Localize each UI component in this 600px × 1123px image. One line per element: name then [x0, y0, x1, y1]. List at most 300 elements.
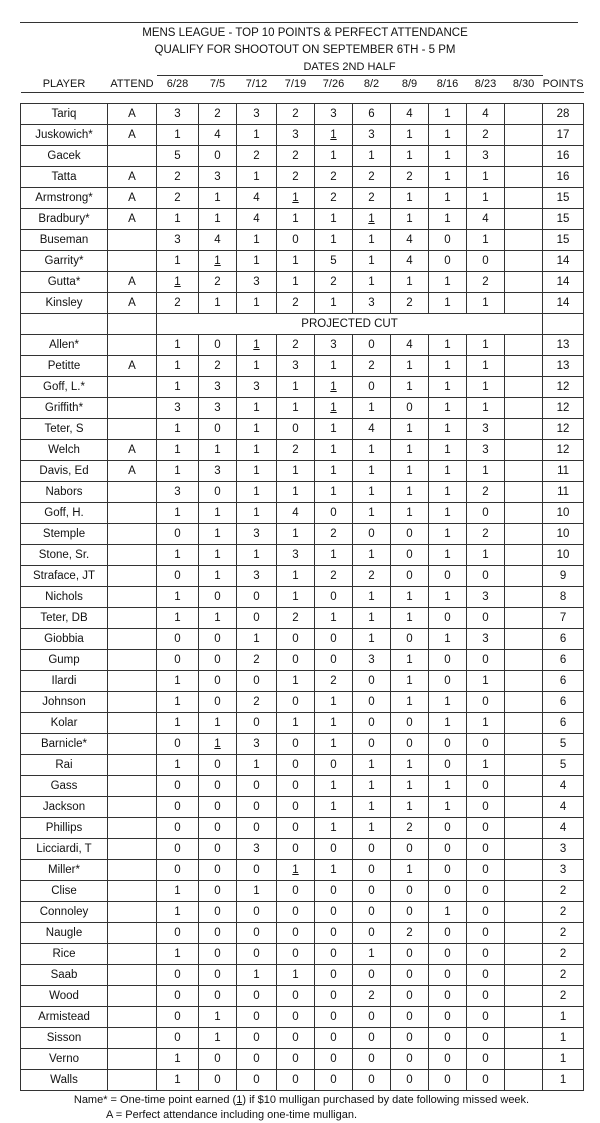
- points-total: 2: [543, 965, 584, 986]
- attendance-mark: [108, 251, 157, 272]
- attendance-mark: A: [108, 356, 157, 377]
- score-cell: 0: [429, 818, 467, 839]
- footer-suffix: ) if $10 mulligan purchased by date following missed week.: [242, 1094, 530, 1106]
- score-cell: 0: [315, 839, 353, 860]
- score-cell: [505, 587, 543, 608]
- score-cell: 3: [157, 398, 199, 419]
- attendance-mark: [108, 944, 157, 965]
- score-cell: 1: [277, 566, 315, 587]
- score-cell: 1: [315, 356, 353, 377]
- player-name: Naugle: [21, 923, 108, 944]
- score-cell: 1: [315, 545, 353, 566]
- score-cell: [505, 251, 543, 272]
- score-cell: 0: [467, 965, 505, 986]
- footer-notes: [20, 1091, 583, 1123]
- score-cell: 0: [353, 524, 391, 545]
- score-cell: 0: [467, 608, 505, 629]
- score-cell: 0: [315, 1007, 353, 1028]
- score-cell: 0: [391, 1028, 429, 1049]
- attendance-mark: [108, 1007, 157, 1028]
- score-cell: [505, 881, 543, 902]
- table-row: [21, 1070, 584, 1091]
- attend-header: ATTEND: [110, 77, 154, 90]
- score-cell: 0: [315, 923, 353, 944]
- score-cell: 1: [429, 503, 467, 524]
- table-row: [21, 965, 584, 986]
- score-cell: 1: [429, 335, 467, 356]
- score-cell: [505, 104, 543, 125]
- score-cell: 0: [429, 1028, 467, 1049]
- score-cell: [505, 356, 543, 377]
- score-cell: 0: [277, 1007, 315, 1028]
- points-total: 15: [543, 230, 584, 251]
- score-cell: 3: [237, 272, 277, 293]
- attendance-mark: [108, 1028, 157, 1049]
- score-cell: 1: [199, 545, 237, 566]
- score-cell: 0: [199, 839, 237, 860]
- score-cell: 3: [353, 650, 391, 671]
- score-cell: 1: [391, 503, 429, 524]
- player-name: Jackson: [21, 797, 108, 818]
- score-cell: 1: [353, 776, 391, 797]
- title-line-2: QUALIFY FOR SHOOTOUT ON SEPTEMBER 6TH - 5 PM: [154, 44, 456, 56]
- score-cell: 1: [353, 272, 391, 293]
- table-row: [21, 524, 584, 545]
- score-cell: [199, 251, 237, 272]
- score-cell: 0: [429, 1070, 467, 1091]
- score-cell: [505, 629, 543, 650]
- score-cell: 0: [315, 503, 353, 524]
- score-cell: 2: [315, 671, 353, 692]
- player-header: PLAYER: [42, 77, 86, 90]
- attendance-mark: [108, 755, 157, 776]
- score-cell: 1: [277, 377, 315, 398]
- score-cell: 1: [315, 209, 353, 230]
- score-cell: 0: [237, 818, 277, 839]
- score-cell: 0: [199, 1070, 237, 1091]
- mulligan-score: 1: [292, 192, 299, 204]
- score-cell: 0: [429, 755, 467, 776]
- score-cell: 0: [429, 881, 467, 902]
- score-cell: 0: [157, 524, 199, 545]
- score-cell: 0: [199, 587, 237, 608]
- score-cell: 0: [353, 377, 391, 398]
- score-cell: 0: [237, 1007, 277, 1028]
- score-cell: 0: [429, 944, 467, 965]
- score-cell: 4: [391, 335, 429, 356]
- score-cell: 3: [199, 167, 237, 188]
- attendance-mark: [108, 986, 157, 1007]
- score-cell: 2: [315, 566, 353, 587]
- date-header: 7/12: [245, 78, 268, 90]
- score-cell: 0: [429, 251, 467, 272]
- points-total: 9: [543, 566, 584, 587]
- score-cell: 5: [315, 251, 353, 272]
- table-row: [21, 839, 584, 860]
- blank-cell: [21, 59, 108, 76]
- score-cell: 0: [237, 923, 277, 944]
- player-name: Stone, Sr.: [21, 545, 108, 566]
- score-cell: 0: [199, 146, 237, 167]
- table-row: [21, 146, 584, 167]
- score-cell: 1: [157, 125, 199, 146]
- score-cell: 1: [391, 797, 429, 818]
- attendance-mark: [108, 230, 157, 251]
- score-cell: 1: [157, 251, 199, 272]
- score-cell: 2: [199, 356, 237, 377]
- score-cell: 1: [391, 755, 429, 776]
- score-cell: 0: [157, 1007, 199, 1028]
- score-cell: 0: [237, 671, 277, 692]
- attendance-mark: [108, 818, 157, 839]
- score-cell: 0: [315, 965, 353, 986]
- score-cell: 0: [353, 335, 391, 356]
- score-cell: [505, 839, 543, 860]
- player-name: Straface, JT: [21, 566, 108, 587]
- score-cell: 2: [353, 167, 391, 188]
- score-cell: 1: [315, 608, 353, 629]
- score-cell: 0: [199, 881, 237, 902]
- attendance-mark: A: [108, 188, 157, 209]
- date-header: 8/23: [474, 78, 497, 90]
- score-cell: 0: [391, 1070, 429, 1091]
- score-cell: 2: [277, 608, 315, 629]
- score-cell: [505, 818, 543, 839]
- score-cell: [505, 482, 543, 503]
- score-cell: 1: [315, 776, 353, 797]
- table-row: [21, 671, 584, 692]
- score-cell: 4: [199, 230, 237, 251]
- score-cell: 2: [157, 167, 199, 188]
- score-cell: 0: [199, 671, 237, 692]
- top-rule: [20, 22, 578, 23]
- table-row: [21, 923, 584, 944]
- score-cell: 1: [157, 713, 199, 734]
- attendance-mark: [108, 734, 157, 755]
- score-cell: 1: [467, 671, 505, 692]
- sheet-title: [20, 22, 590, 59]
- score-cell: 1: [237, 755, 277, 776]
- score-cell: 2: [353, 188, 391, 209]
- blank-cell: [543, 314, 584, 335]
- attendance-mark: [108, 923, 157, 944]
- score-cell: 1: [199, 440, 237, 461]
- score-cell: 0: [391, 839, 429, 860]
- score-cell: [505, 503, 543, 524]
- score-cell: 0: [315, 881, 353, 902]
- score-cell: 3: [277, 125, 315, 146]
- player-name: Garrity*: [21, 251, 108, 272]
- score-cell: 3: [353, 293, 391, 314]
- score-cell: 1: [467, 167, 505, 188]
- score-cell: 1: [391, 440, 429, 461]
- score-cell: 1: [199, 503, 237, 524]
- score-cell: 2: [277, 335, 315, 356]
- player-name: Armistead: [21, 1007, 108, 1028]
- score-cell: 2: [391, 167, 429, 188]
- score-cell: 4: [467, 104, 505, 125]
- score-cell: 4: [277, 503, 315, 524]
- score-cell: 1: [353, 482, 391, 503]
- score-cell: 1: [429, 902, 467, 923]
- score-cell: 0: [429, 923, 467, 944]
- score-cell: 2: [315, 188, 353, 209]
- score-cell: 0: [429, 1049, 467, 1070]
- score-cell: 1: [237, 167, 277, 188]
- score-cell: 2: [315, 524, 353, 545]
- table-row: [21, 503, 584, 524]
- score-cell: [505, 923, 543, 944]
- score-cell: 2: [315, 272, 353, 293]
- score-cell: 2: [391, 293, 429, 314]
- player-name: Welch: [21, 440, 108, 461]
- score-cell: 1: [237, 251, 277, 272]
- score-cell: 1: [157, 608, 199, 629]
- score-cell: 1: [467, 755, 505, 776]
- mulligan-score: 1: [330, 402, 337, 414]
- score-cell: 0: [237, 713, 277, 734]
- score-cell: 1: [237, 230, 277, 251]
- score-cell: 0: [199, 629, 237, 650]
- table-row: [21, 692, 584, 713]
- score-cell: 1: [315, 146, 353, 167]
- player-name: Kolar: [21, 713, 108, 734]
- attendance-mark: [108, 692, 157, 713]
- score-cell: 1: [277, 587, 315, 608]
- player-name: Allen*: [21, 335, 108, 356]
- score-cell: 0: [353, 734, 391, 755]
- score-cell: 0: [467, 902, 505, 923]
- score-cell: 1: [429, 713, 467, 734]
- score-cell: 2: [199, 272, 237, 293]
- score-cell: 2: [237, 650, 277, 671]
- points-total: 11: [543, 482, 584, 503]
- score-cell: 1: [467, 335, 505, 356]
- score-cell: 1: [429, 377, 467, 398]
- score-cell: 0: [391, 524, 429, 545]
- attendance-mark: [108, 524, 157, 545]
- score-cell: 0: [237, 797, 277, 818]
- score-cell: 0: [157, 860, 199, 881]
- date-header: 8/9: [401, 78, 418, 90]
- score-cell: 0: [277, 650, 315, 671]
- score-cell: 2: [277, 146, 315, 167]
- table-row: [21, 335, 584, 356]
- score-cell: 1: [277, 713, 315, 734]
- score-cell: 2: [467, 524, 505, 545]
- score-cell: 0: [277, 692, 315, 713]
- points-total: 4: [543, 776, 584, 797]
- points-total: 14: [543, 293, 584, 314]
- score-cell: [505, 272, 543, 293]
- score-cell: 2: [391, 818, 429, 839]
- score-cell: 1: [277, 461, 315, 482]
- score-cell: 1: [157, 881, 199, 902]
- player-name: Johnson: [21, 692, 108, 713]
- score-cell: 0: [315, 587, 353, 608]
- score-cell: [505, 944, 543, 965]
- score-cell: 0: [429, 860, 467, 881]
- player-name: Clise: [21, 881, 108, 902]
- player-name: Rai: [21, 755, 108, 776]
- score-cell: [505, 734, 543, 755]
- dates-header-row: [21, 59, 584, 76]
- points-total: 14: [543, 251, 584, 272]
- points-total: 5: [543, 755, 584, 776]
- score-cell: 0: [467, 1007, 505, 1028]
- score-cell: 1: [277, 272, 315, 293]
- points-total: 2: [543, 902, 584, 923]
- player-name: Licciardi, T: [21, 839, 108, 860]
- points-total: 13: [543, 356, 584, 377]
- score-cell: 1: [157, 944, 199, 965]
- points-total: 6: [543, 692, 584, 713]
- score-cell: 1: [237, 503, 277, 524]
- player-name: Teter, DB: [21, 608, 108, 629]
- score-cell: 1: [353, 587, 391, 608]
- score-cell: 2: [353, 566, 391, 587]
- player-name: Goff, H.: [21, 503, 108, 524]
- score-cell: 3: [467, 419, 505, 440]
- table-row: [21, 797, 584, 818]
- attendance-mark: [108, 377, 157, 398]
- date-header: 6/28: [166, 78, 189, 90]
- table-body: [21, 59, 584, 1091]
- score-cell: 3: [277, 356, 315, 377]
- score-cell: 1: [391, 356, 429, 377]
- score-cell: 0: [467, 1070, 505, 1091]
- score-cell: 0: [199, 860, 237, 881]
- score-cell: 0: [277, 1028, 315, 1049]
- player-name: Gutta*: [21, 272, 108, 293]
- score-cell: 2: [277, 167, 315, 188]
- score-cell: 1: [237, 881, 277, 902]
- score-cell: 1: [199, 1007, 237, 1028]
- score-cell: 1: [157, 545, 199, 566]
- score-cell: [277, 188, 315, 209]
- score-cell: 3: [467, 629, 505, 650]
- score-cell: 0: [199, 965, 237, 986]
- score-cell: 0: [353, 1070, 391, 1091]
- score-cell: 1: [315, 230, 353, 251]
- player-name: Griffith*: [21, 398, 108, 419]
- score-cell: 1: [157, 419, 199, 440]
- table-row: [21, 377, 584, 398]
- score-cell: 1: [391, 482, 429, 503]
- points-total: 2: [543, 986, 584, 1007]
- table-row: [21, 818, 584, 839]
- attendance-mark: A: [108, 272, 157, 293]
- score-cell: 0: [467, 860, 505, 881]
- score-cell: 1: [315, 482, 353, 503]
- score-cell: 2: [353, 986, 391, 1007]
- table-row: [21, 440, 584, 461]
- score-cell: 0: [353, 923, 391, 944]
- score-cell: 1: [391, 125, 429, 146]
- score-cell: 0: [315, 986, 353, 1007]
- score-cell: 0: [277, 230, 315, 251]
- points-total: 2: [543, 923, 584, 944]
- score-cell: 0: [315, 1049, 353, 1070]
- score-cell: 1: [429, 125, 467, 146]
- score-cell: 1: [429, 776, 467, 797]
- score-cell: 0: [277, 944, 315, 965]
- score-cell: 1: [199, 293, 237, 314]
- score-cell: 0: [391, 1049, 429, 1070]
- attendance-mark: [108, 902, 157, 923]
- attendance-mark: [108, 566, 157, 587]
- score-cell: 0: [157, 839, 199, 860]
- score-cell: 0: [157, 650, 199, 671]
- points-total: 10: [543, 503, 584, 524]
- table-row: [21, 650, 584, 671]
- blank-cell: [108, 59, 157, 76]
- score-cell: 1: [391, 776, 429, 797]
- score-cell: 1: [467, 545, 505, 566]
- score-cell: 0: [391, 566, 429, 587]
- points-total: 13: [543, 335, 584, 356]
- score-cell: 0: [237, 608, 277, 629]
- points-total: 1: [543, 1049, 584, 1070]
- table-row: [21, 545, 584, 566]
- score-cell: [505, 188, 543, 209]
- score-cell: [353, 209, 391, 230]
- score-cell: 0: [277, 986, 315, 1007]
- score-cell: 0: [237, 944, 277, 965]
- table-row: [21, 986, 584, 1007]
- mulligan-score: 1: [330, 129, 337, 141]
- score-cell: 0: [157, 797, 199, 818]
- score-cell: 0: [353, 860, 391, 881]
- score-cell: 3: [467, 440, 505, 461]
- score-cell: 1: [429, 629, 467, 650]
- date-header: 7/19: [284, 78, 307, 90]
- table-row: [21, 629, 584, 650]
- points-total: 12: [543, 419, 584, 440]
- score-cell: 0: [315, 650, 353, 671]
- score-cell: 1: [467, 398, 505, 419]
- score-cell: 1: [277, 251, 315, 272]
- table-row: [21, 272, 584, 293]
- score-cell: 0: [277, 1070, 315, 1091]
- footer-note-attendance: A = Perfect attendance including one-time mulligan.: [106, 1109, 358, 1121]
- score-cell: 1: [315, 440, 353, 461]
- score-cell: 2: [277, 104, 315, 125]
- title-line-1: MENS LEAGUE - TOP 10 POINTS & PERFECT ATTENDANCE: [142, 27, 468, 39]
- score-cell: 3: [467, 146, 505, 167]
- score-cell: 1: [353, 629, 391, 650]
- score-cell: [505, 755, 543, 776]
- score-cell: 3: [467, 587, 505, 608]
- player-name: Verno: [21, 1049, 108, 1070]
- points-total: 10: [543, 545, 584, 566]
- table-row: [21, 104, 584, 125]
- score-cell: 0: [237, 860, 277, 881]
- player-name: Nichols: [21, 587, 108, 608]
- score-cell: 1: [353, 251, 391, 272]
- table-row: [21, 419, 584, 440]
- table-row: [21, 776, 584, 797]
- player-name: Teter, S: [21, 419, 108, 440]
- score-cell: [505, 125, 543, 146]
- score-cell: 1: [277, 398, 315, 419]
- score-cell: 1: [353, 755, 391, 776]
- mulligan-score: 1: [214, 738, 221, 750]
- score-cell: 0: [391, 986, 429, 1007]
- attendance-mark: [108, 839, 157, 860]
- score-cell: [505, 1049, 543, 1070]
- table-row: [21, 356, 584, 377]
